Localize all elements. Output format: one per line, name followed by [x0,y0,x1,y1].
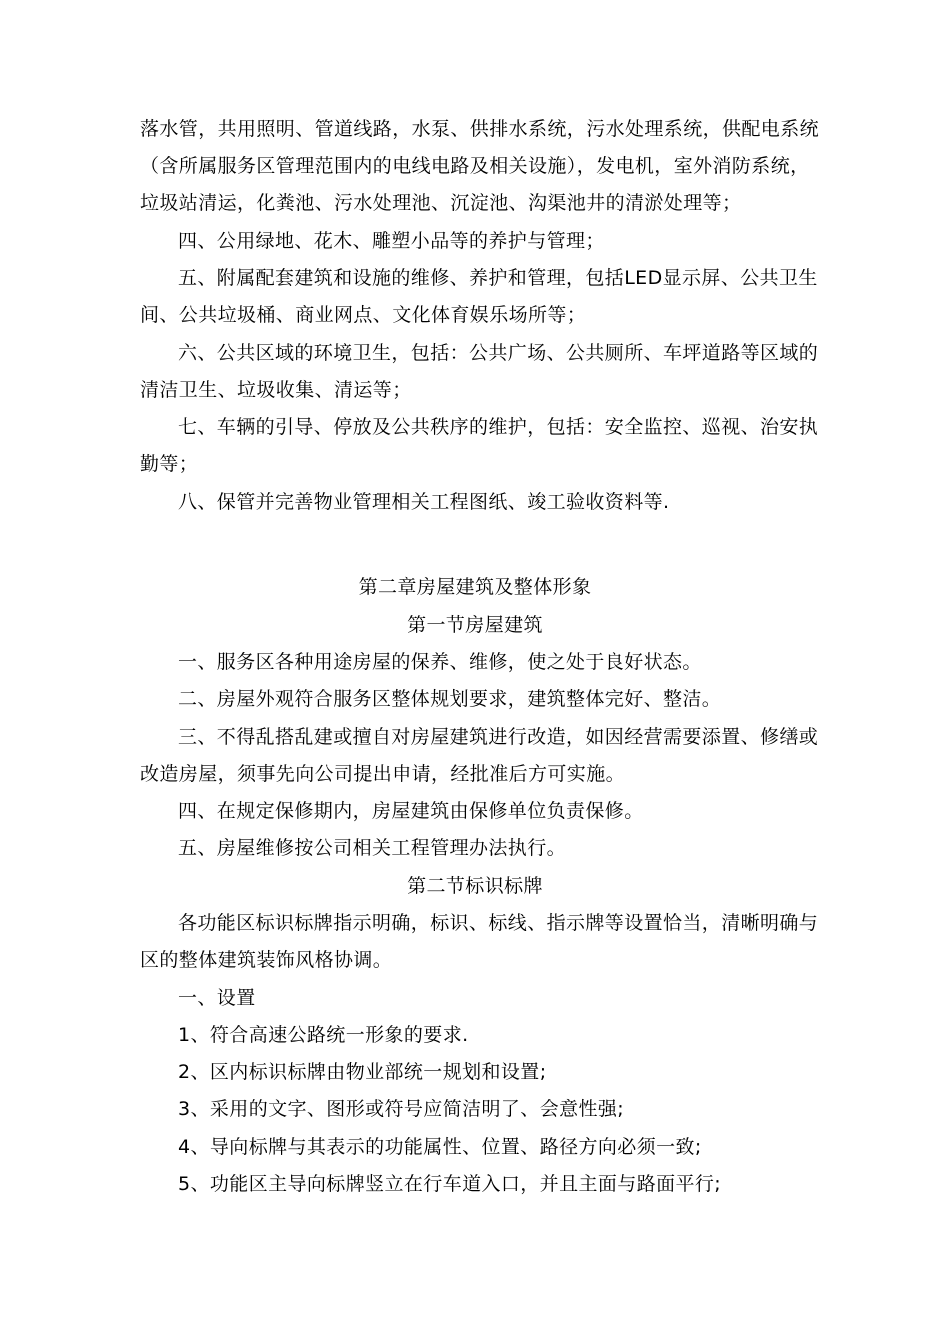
text-line: 间、公共垃圾桶、商业网点、文化体育娱乐场所等； [140,304,587,326]
text-line: 区的整体建筑装饰风格协调。 [140,949,393,971]
list-item: 四、在规定保修期内，房屋建筑由保修单位负责保修。 [178,800,644,822]
section-heading: 第二节标识标牌 [407,875,543,897]
chapter-heading: 第二章房屋建筑及整体形象 [358,576,592,598]
list-item: 2、区内标识标牌由物业部统一规划和设置; [178,1061,547,1083]
text-line: 勤等； [140,453,199,475]
paragraph-five: 五、附属配套建筑和设施的维修、养护和管理，包括LED显示屏、公共卫生 [178,267,818,289]
paragraph-six: 六、公共区域的环境卫生，包括：公共广场、公共厕所、车坪道路等区域的 [178,342,819,364]
list-item: 4、导向标牌与其表示的功能属性、位置、路径方向必须一致; [178,1136,702,1158]
paragraph: 各功能区标识标牌指示明确，标识、标线、指示牌等设置恰当，清晰明确与 [178,912,819,934]
list-item: 一、服务区各种用途房屋的保养、维修，使之处于良好状态。 [178,651,702,673]
paragraph-eight: 八、保管并完善物业管理相关工程图纸、竣工验收资料等. [178,491,670,513]
paragraph-four: 四、公用绿地、花木、雕塑小品等的养护与管理； [178,230,605,252]
text-line: 清洁卫生、垃圾收集、清运等； [140,379,412,401]
list-item: 二、房屋外观符合服务区整体规划要求，建筑整体完好、整洁。 [178,688,722,710]
text-line: 垃圾站清运，化粪池、污水处理池、沉淀池、沟渠池井的清淤处理等； [140,192,742,214]
list-item: 五、房屋维修按公司相关工程管理办法执行。 [178,837,567,859]
list-item: 三、不得乱搭乱建或擅自对房屋建筑进行改造，如因经营需要添置、修缮或 [178,726,819,748]
paragraph-seven: 七、车辆的引导、停放及公共秩序的维护，包括：安全监控、巡视、治安执 [178,416,819,438]
text-line: （含所属服务区管理范围内的电线电路及相关设施），发电机，室外消防系统， [140,155,810,177]
list-item: 3、采用的文字、图形或符号应简洁明了、会意性强; [178,1098,625,1120]
subsection-heading: 一、设置 [178,987,256,1009]
list-item: 1、符合高速公路统一形象的要求. [178,1024,469,1046]
section-heading: 第一节房屋建筑 [407,614,543,636]
list-item: 5、功能区主导向标牌竖立在行车道入口，并且主面与路面平行; [178,1173,722,1195]
text-line: 落水管，共用照明、管道线路，水泵、供排水系统，污水处理系统，供配电系统 [140,118,820,140]
text-line: 改造房屋，须事先向公司提出申请，经批准后方可实施。 [140,763,626,785]
